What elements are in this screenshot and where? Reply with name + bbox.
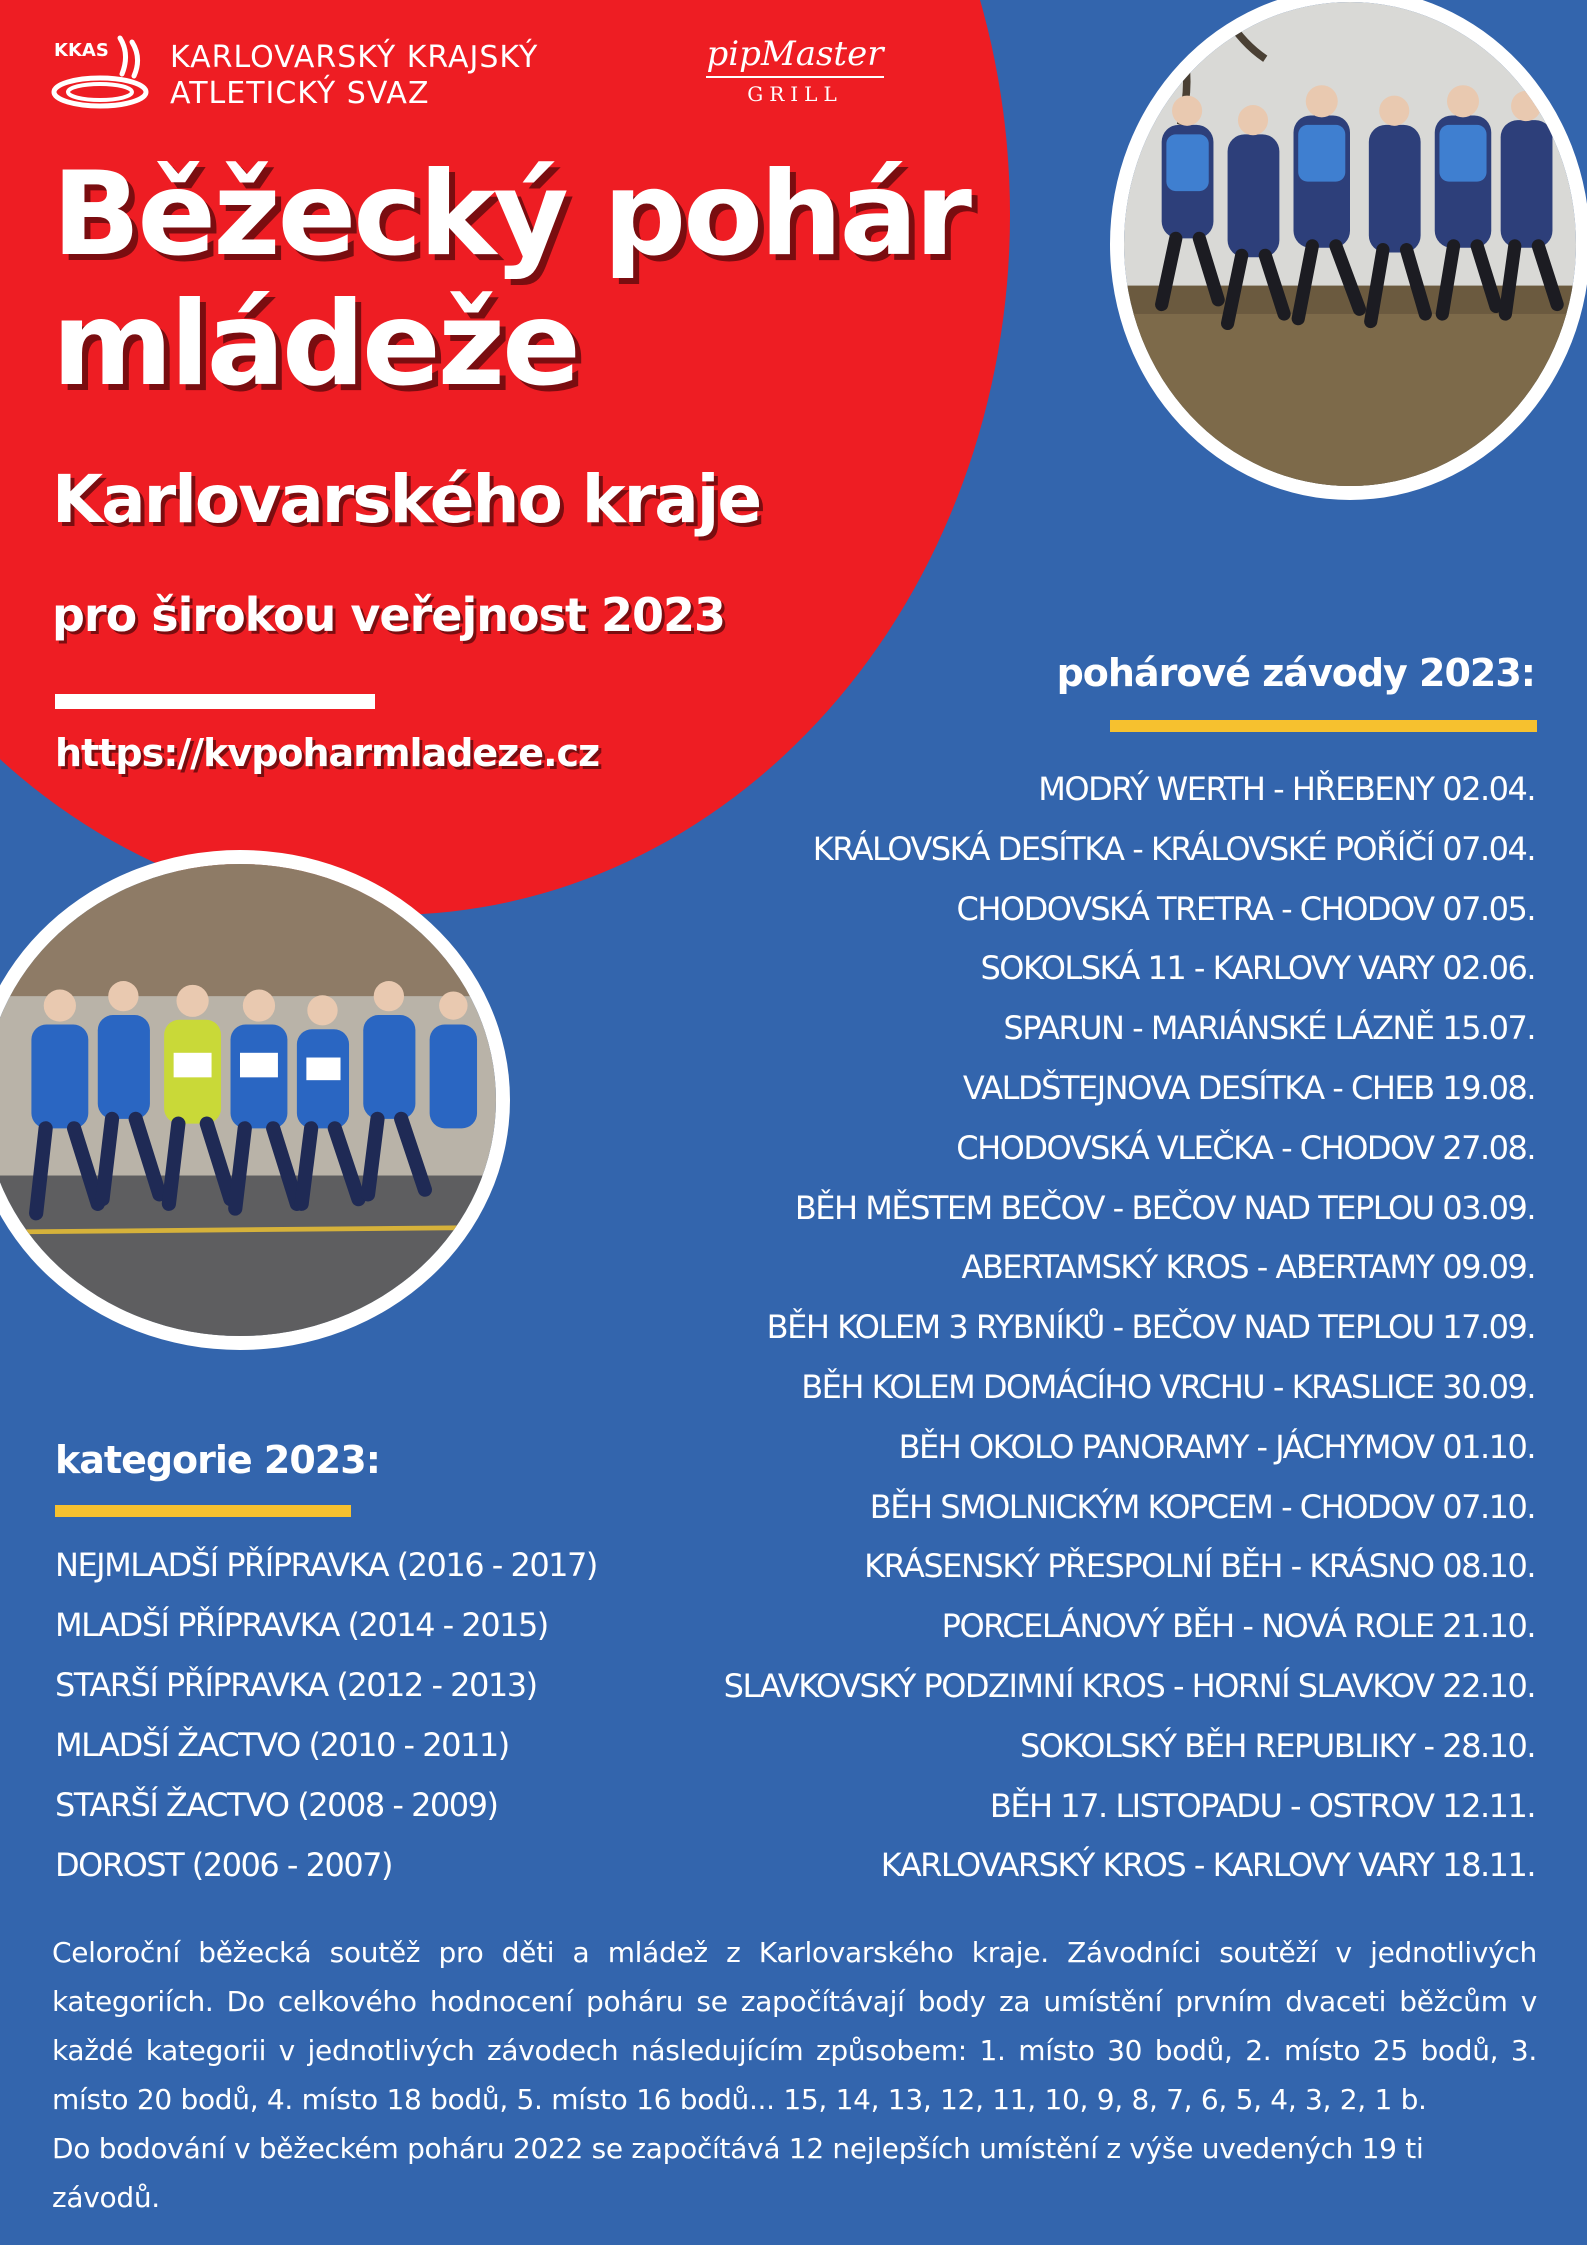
sponsor-sub: GRILL <box>747 82 843 106</box>
subtitle: Karlovarského kraje <box>52 461 761 538</box>
category-item: NEJMLADŠÍ PŘÍPRAVKA (2016 - 2017) <box>55 1546 597 1584</box>
kkas-logo-icon <box>50 34 150 114</box>
category-item: STARŠÍ PŘÍPRAVKA (2012 - 2013) <box>55 1666 537 1704</box>
race-item: MODRÝ WERTH - HŘEBENY 02.04. <box>1038 770 1535 808</box>
categories-heading-underline <box>55 1505 351 1517</box>
race-item: ABERTAMSKÝ KROS - ABERTAMY 09.09. <box>961 1248 1535 1287</box>
organizer-name-line2: ATLETICKÝ SVAZ <box>170 76 430 111</box>
race-item: KARLOVARSKÝ KROS - KARLOVY VARY 18.11. <box>880 1846 1535 1885</box>
category-list <box>55 1535 597 1895</box>
race-item: BĚH KOLEM DOMÁCÍHO VRCHU - KRASLICE 30.09. <box>801 1367 1535 1406</box>
description-paragraph: Do bodování v běžeckém poháru 2022 se započítává 12 nejlepších umístění z výše uvedených 19 ti závodů. <box>52 2132 1424 2214</box>
title-underline <box>55 694 375 709</box>
main-title <box>52 147 969 412</box>
description-paragraph: Celoroční běžecká soutěž pro děti a mládež z Karlovarského kraje. Závodníci soutěží v jednotlivých kategoriích. Do celkového hodnocení poháru se započítávají body za umístění prvním dvaceti běžcům v každé kategorii v jednotlivých závodech následujícím způsobem: 1. místo 30 bodů, 2. místo 25 bodů, 3. místo 20 bodů, 4. místo 18 bodů, 5. místo 16 bodů... 15, 14, 13, 12, 11, 10, 9, 8, 7, 6, 5, 4, 3, 2, 1 b. <box>52 1936 1537 2116</box>
races-heading: pohárové závody 2023: <box>1056 651 1535 695</box>
race-item: SOKOLSKÁ 11 - KARLOVY VARY 02.06. <box>980 949 1535 988</box>
race-item: KRÁSENSKÝ PŘESPOLNÍ BĚH - KRÁSNO 08.10. <box>864 1547 1535 1586</box>
race-item: BĚH MĚSTEM BEČOV - BEČOV NAD TEPLOU 03.09. <box>794 1188 1535 1227</box>
categories-heading: kategorie 2023: <box>55 1438 380 1482</box>
category-item: MLADŠÍ PŘÍPRAVKA (2014 - 2015) <box>55 1606 548 1644</box>
races-heading-underline <box>1110 720 1537 732</box>
race-item: PORCELÁNOVÝ BĚH - NOVÁ ROLE 21.10. <box>941 1607 1535 1646</box>
race-item: VALDŠTEJNOVA DESÍTKA - CHEB 19.08. <box>962 1068 1535 1107</box>
kkas-logo-text: KKAS <box>54 40 109 61</box>
description <box>52 1928 1537 2222</box>
sponsor-name: pipMaster <box>706 34 884 74</box>
category-item: MLADŠÍ ŽACTVO (2010 - 2011) <box>55 1726 509 1764</box>
organizer-name <box>170 40 538 112</box>
race-item: SPARUN - MARIÁNSKÉ LÁZNĚ 15.07. <box>1003 1009 1535 1048</box>
category-item: DOROST (2006 - 2007) <box>55 1846 393 1884</box>
main-title-line1: Běžecký pohár <box>52 147 969 282</box>
race-item: SLAVKOVSKÝ PODZIMNÍ KROS - HORNÍ SLAVKOV 22.10. <box>723 1666 1535 1705</box>
runners-road-race-photo <box>0 850 510 1350</box>
race-list <box>724 760 1535 1896</box>
race-item: CHODOVSKÁ TRETRA - CHODOV 07.05. <box>956 889 1535 928</box>
race-item: BĚH SMOLNICKÝM KOPCEM - CHODOV 07.10. <box>869 1487 1535 1526</box>
race-item: CHODOVSKÁ VLEČKA - CHODOV 27.08. <box>956 1128 1535 1167</box>
race-item: KRÁLOVSKÁ DESÍTKA - KRÁLOVSKÉ POŘÍČÍ 07.04. <box>812 829 1535 868</box>
sponsor-logo <box>700 34 890 108</box>
race-item: BĚH KOLEM 3 RYBNÍKŮ - BEČOV NAD TEPLOU 17.09. <box>766 1308 1535 1347</box>
race-item: SOKOLSKÝ BĚH REPUBLIKY - 28.10. <box>1020 1726 1535 1765</box>
website-link[interactable]: https://kvpoharmladeze.cz <box>55 731 600 775</box>
organizer-name-line1: KARLOVARSKÝ KRAJSKÝ <box>170 40 539 75</box>
race-item: BĚH 17. LISTOPADU - OSTROV 12.11. <box>989 1786 1535 1825</box>
main-title-line2: mládeže <box>52 277 578 412</box>
race-item: BĚH OKOLO PANORAMY - JÁCHYMOV 01.10. <box>898 1427 1535 1466</box>
sponsor-divider <box>706 76 884 78</box>
tagline: pro širokou veřejnost 2023 <box>52 588 725 642</box>
category-item: STARŠÍ ŽACTVO (2008 - 2009) <box>55 1786 498 1824</box>
runners-cross-country-photo <box>1110 0 1587 500</box>
